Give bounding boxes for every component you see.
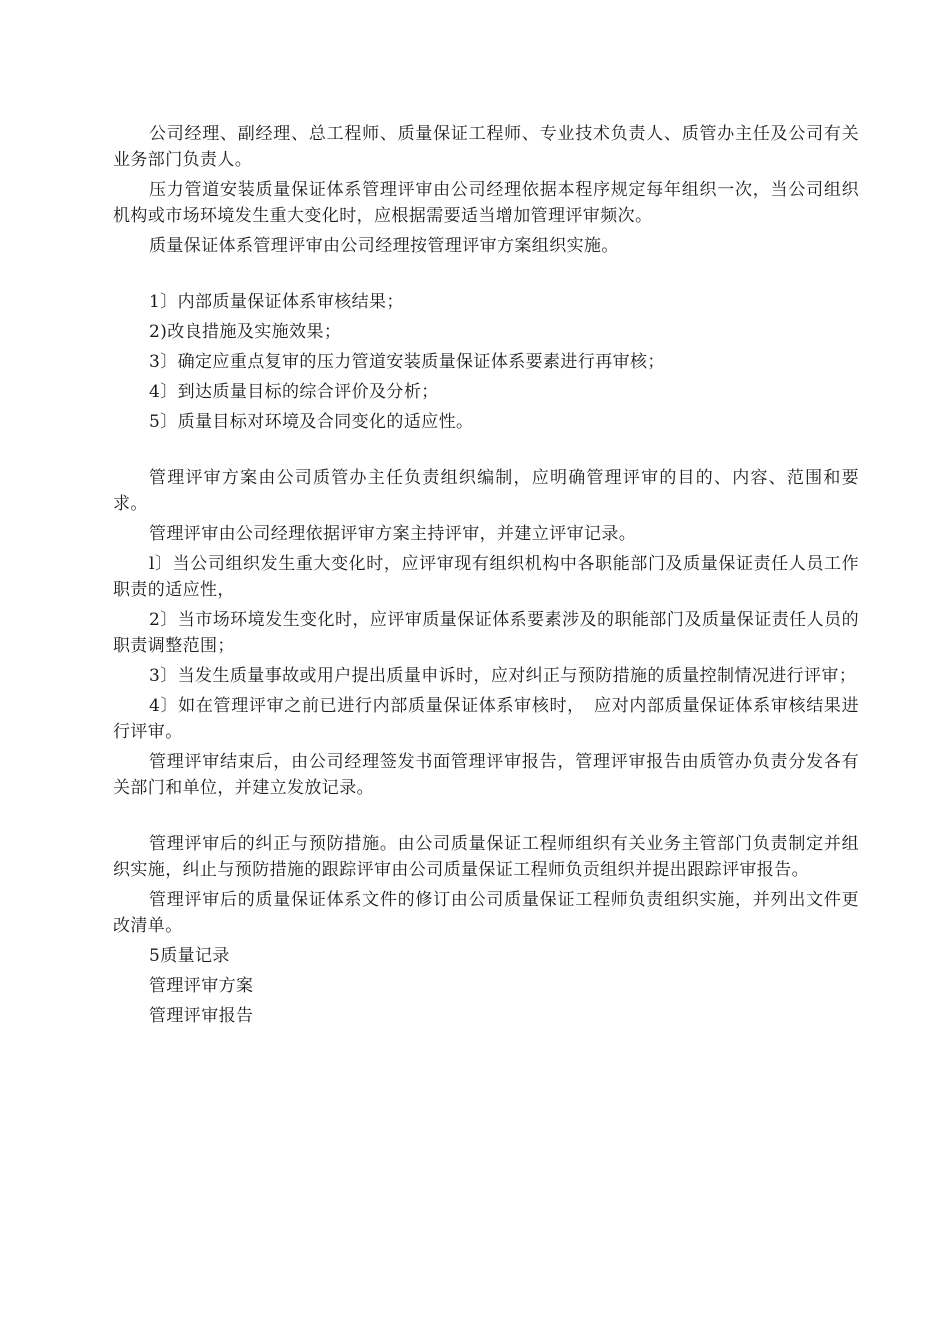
list-item-condition-1: l〕当公司组织发生重大变化时，应评审现有组织机构中各职能部门及质量保证责任人员工作职责的适应性， <box>113 554 859 600</box>
record-item-review-report: 管理评审报告 <box>149 1006 254 1026</box>
section-heading-quality-records: 5质量记录 <box>149 946 230 966</box>
list-item-input-4: 4〕到达质量目标的综合评价及分析； <box>149 382 439 402</box>
paragraph-review-frequency: 压力管道安装质量保证体系管理评审由公司经理依据本程序规定每年组织一次，当公司组织机构或市场环境发生重大变化时，应根据需要适当增加管理评审频次。 <box>113 180 859 226</box>
blank-line <box>113 805 859 831</box>
record-item-review-plan: 管理评审方案 <box>149 976 254 996</box>
document-body <box>113 121 859 1033</box>
paragraph-review-organization: 质量保证体系管理评审由公司经理按管理评审方案组织实施。 <box>149 236 619 256</box>
paragraph-review-plan: 管理评审方案由公司质管办主任负责组织编制，应明确管理评审的目的、内容、范围和要求。 <box>113 468 859 514</box>
blank-line <box>113 263 859 289</box>
paragraph-participants: 公司经理、副经理、总工程师、质量保证工程师、专业技术负责人、质管办主任及公司有关业务部门负责人。 <box>113 124 859 170</box>
paragraph-corrective-actions: 管理评审后的纠正与预防措施。由公司质量保证工程师组织有关业务主管部门负责制定并组织实施，纠止与预防措施的跟踪评审由公司质量保证工程师负贡组织并提出跟踪评审报告。 <box>113 834 859 880</box>
list-item-condition-3: 3〕当发生质量事故或用户提出质量申诉时，应对纠正与预防措施的质量控制情况进行评审； <box>149 666 857 686</box>
list-item-condition-4: 4〕如在管理评审之前已进行内部质量保证体系审核时， 应对内部质量保证体系审核结果进行评审。 <box>113 696 859 742</box>
blank-line <box>113 439 859 465</box>
list-item-input-1: 1〕内部质量保证体系审核结果； <box>149 292 404 312</box>
list-item-input-5: 5〕质量目标对环境及合同变化的适应性。 <box>149 412 474 432</box>
paragraph-document-revision: 管理评审后的质量保证体系文件的修订由公司质量保证工程师负责组织实施，并列出文件更改清单。 <box>113 890 859 936</box>
list-item-input-2: 2)改良措施及实施效果； <box>149 322 342 342</box>
list-item-condition-2: 2〕当市场环境发生变化时，应评审质量保证体系要素涉及的职能部门及质量保证责任人员的职责调整范围； <box>113 610 859 656</box>
paragraph-review-conduct: 管理评审由公司经理依据评审方案主持评审，并建立评审记录。 <box>149 524 637 544</box>
list-item-input-3: 3〕确定应重点复审的压力管道安装质量保证体系要素进行再审核； <box>149 352 665 372</box>
paragraph-review-report: 管理评审结束后，由公司经理签发书面管理评审报告，管理评审报告由质管办负责分发各有关部门和单位，并建立发放记录。 <box>113 752 859 798</box>
